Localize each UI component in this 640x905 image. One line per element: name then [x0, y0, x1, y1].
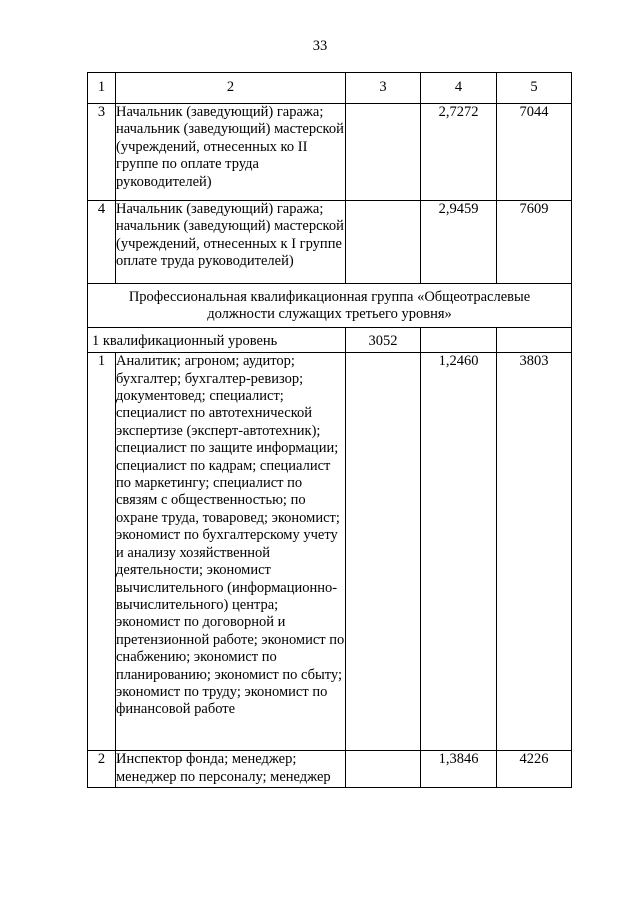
- table-header-row: [88, 73, 572, 104]
- salary-cell: 7609: [497, 201, 572, 284]
- empty-cell: [421, 327, 497, 352]
- table-row: [88, 201, 572, 284]
- base-salary-cell: [346, 201, 421, 284]
- qualification-level-row: [88, 327, 572, 352]
- table-row: [88, 104, 572, 201]
- table-row: [88, 751, 572, 788]
- coefficient-cell: 2,9459: [421, 201, 497, 284]
- table-row: [88, 353, 572, 751]
- base-salary-cell: [346, 104, 421, 201]
- base-salary-cell: [346, 751, 421, 788]
- qualification-level-salary: 3052: [346, 327, 421, 352]
- salary-cell: 7044: [497, 104, 572, 201]
- row-number: 4: [88, 201, 116, 284]
- coefficient-cell: 1,2460: [421, 353, 497, 751]
- qualification-level-label: 1 квалификационный уровень: [88, 327, 346, 352]
- salary-cell: 4226: [497, 751, 572, 788]
- header-cell: 3: [346, 73, 421, 104]
- coefficient-cell: 1,3846: [421, 751, 497, 788]
- position-name: Аналитик; агроном; аудитор; бухгалтер; бухгалтер-ревизор; документовед; специалист; специалист по автотехнической экспертизе (эксперт-автотехник); специалист по защите информации; специалист по кадрам; специалист по маркетингу; специалист по связям с общественностью; по охране труда, товаровед; экономист; экономист по бухгалтерскому учету и анализу хозяйственной деятельности; экономист вычислительного (информационно-вычислительного) центра; экономист по договорной и претензионной работе; экономист по снабжению; экономист по планированию; экономист по сбыту; экономист по труду; экономист по финансовой работе: [116, 353, 346, 751]
- salary-cell: 3803: [497, 353, 572, 751]
- position-name: Начальник (заведующий) гаража; начальник (заведующий) мастерской (учреждений, отнесенных ко II группе по оплате труда руководителей): [116, 104, 346, 201]
- row-number: 3: [88, 104, 116, 201]
- row-number: 1: [88, 353, 116, 751]
- page-number: 33: [312, 38, 328, 54]
- header-cell: 1: [88, 73, 116, 104]
- base-salary-cell: [346, 353, 421, 751]
- group-title-row: [88, 284, 572, 328]
- empty-cell: [497, 327, 572, 352]
- position-name: Начальник (заведующий) гаража; начальник (заведующий) мастерской (учреждений, отнесенных к I группе оплате труда руководителей): [116, 201, 346, 284]
- row-number: 2: [88, 751, 116, 788]
- coefficient-cell: 2,7272: [421, 104, 497, 201]
- salary-table: [87, 72, 572, 788]
- position-name: Инспектор фонда; менеджер; менеджер по персоналу; менеджер: [116, 751, 346, 788]
- header-cell: 4: [421, 73, 497, 104]
- group-title: Профессиональная квалификационная группа «Общеотраслевые должности служащих третьего уровня»: [88, 284, 572, 328]
- header-cell: 5: [497, 73, 572, 104]
- header-cell: 2: [116, 73, 346, 104]
